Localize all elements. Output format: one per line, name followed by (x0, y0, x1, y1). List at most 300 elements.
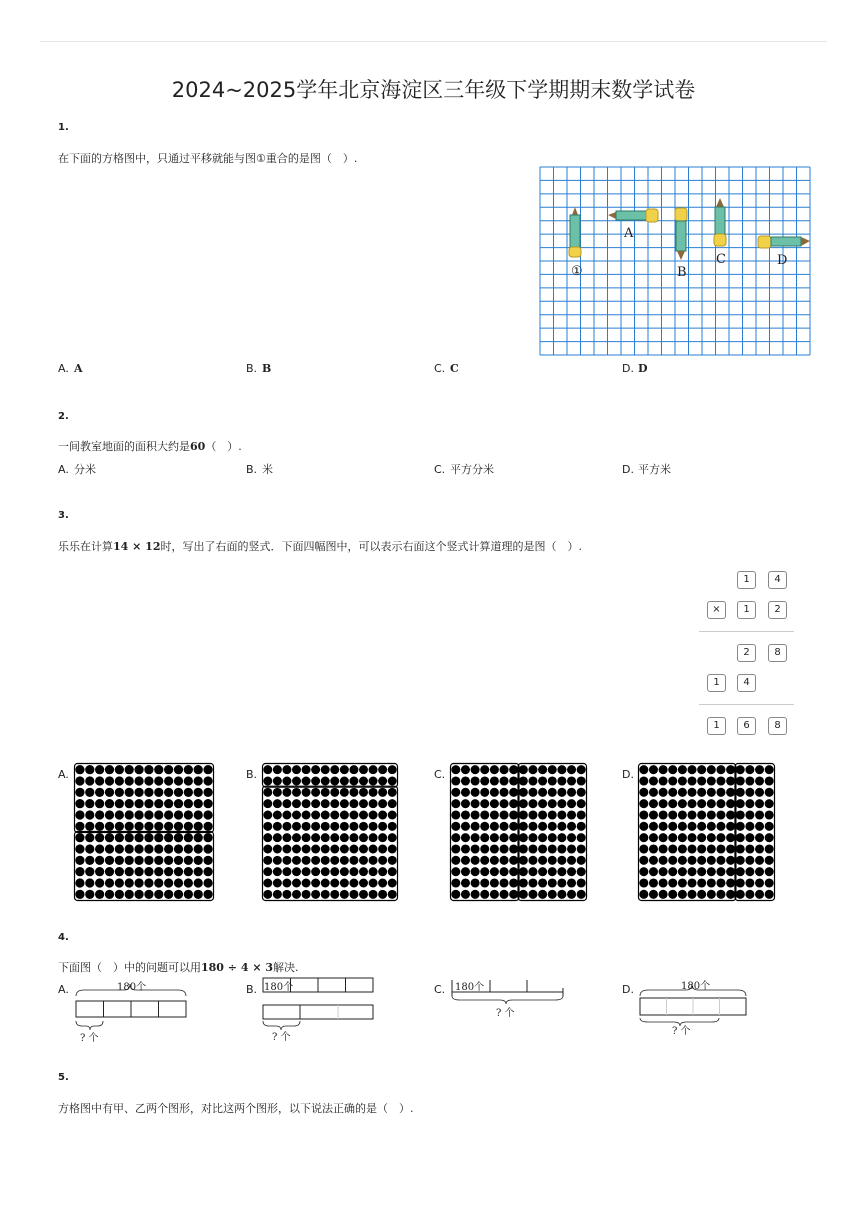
dot (174, 867, 183, 876)
dot (490, 788, 499, 797)
dot (471, 810, 480, 819)
dot (194, 822, 203, 831)
dot (85, 844, 94, 853)
dot (716, 890, 725, 899)
dot (311, 879, 320, 888)
dot (359, 856, 368, 865)
dot (726, 799, 735, 808)
dot (577, 799, 586, 808)
dot (490, 844, 499, 853)
q3-option-a[interactable]: A. (58, 768, 69, 781)
dot (359, 811, 368, 820)
dot (736, 765, 745, 774)
dot (639, 833, 648, 842)
dot (528, 867, 537, 876)
dot (471, 856, 480, 865)
dot (538, 844, 547, 853)
dot (557, 856, 566, 865)
dot (471, 776, 480, 785)
dot (203, 890, 212, 899)
dot (340, 777, 349, 786)
dot (388, 788, 397, 797)
q3-option-c[interactable]: C. (434, 768, 446, 781)
grid-label-d: D (777, 253, 788, 268)
dot (184, 867, 193, 876)
dot (85, 788, 94, 797)
diagram-b-top-label: 180个 (264, 982, 294, 993)
dot (697, 799, 706, 808)
dot (557, 822, 566, 831)
dot (263, 879, 272, 888)
dot (174, 833, 183, 842)
dot (471, 788, 480, 797)
dot (115, 856, 124, 865)
grid-label-a: A (624, 226, 634, 241)
dot (649, 878, 658, 887)
dot (292, 799, 301, 808)
dot (194, 878, 203, 887)
dot (688, 765, 697, 774)
dot (134, 856, 143, 865)
dot (567, 788, 576, 797)
dot (509, 878, 518, 887)
dot (203, 810, 212, 819)
dot (707, 878, 716, 887)
dot (471, 890, 480, 899)
dot (144, 890, 153, 899)
dot (548, 833, 557, 842)
dot (726, 878, 735, 887)
dot (388, 879, 397, 888)
vertical-operator: × (707, 601, 726, 619)
dot (639, 867, 648, 876)
dot (388, 811, 397, 820)
dot (95, 788, 104, 797)
dot (755, 856, 764, 865)
dot (490, 867, 499, 876)
dot (451, 822, 460, 831)
dot (203, 799, 212, 808)
dot (194, 833, 203, 842)
dot (115, 833, 124, 842)
dot (697, 867, 706, 876)
dot (755, 799, 764, 808)
dot (451, 788, 460, 797)
dot (330, 890, 339, 899)
dot (538, 867, 547, 876)
dot (263, 845, 272, 854)
dot (154, 799, 163, 808)
diagram-d-top-label: 180个 (681, 981, 711, 992)
dot (668, 878, 677, 887)
dot (75, 799, 84, 808)
dot (451, 856, 460, 865)
dot (282, 811, 291, 820)
pencil-b-icon (675, 208, 687, 260)
dot (134, 878, 143, 887)
dot (736, 878, 745, 887)
q3-option-d[interactable]: D. (622, 768, 634, 781)
dot (273, 879, 282, 888)
dot (273, 833, 282, 842)
dot (330, 822, 339, 831)
dot (292, 765, 301, 774)
dot (203, 844, 212, 853)
dot (745, 765, 754, 774)
dot (154, 776, 163, 785)
dot (184, 822, 193, 831)
dot (509, 810, 518, 819)
dot (678, 776, 687, 785)
dot (369, 822, 378, 831)
q2-option-b[interactable]: B. 米 (246, 463, 273, 476)
dot (567, 822, 576, 831)
dot (509, 833, 518, 842)
dot (378, 811, 387, 820)
dot (659, 867, 668, 876)
dot (330, 777, 339, 786)
dot (184, 844, 193, 853)
dot (378, 856, 387, 865)
dot (745, 799, 754, 808)
dot (311, 856, 320, 865)
dot (105, 833, 114, 842)
dot (500, 822, 509, 831)
diagram-c-top-label: 180个 (455, 982, 485, 993)
dot (649, 833, 658, 842)
dot (697, 765, 706, 774)
dot (330, 856, 339, 865)
dot (707, 867, 716, 876)
dot (528, 788, 537, 797)
dot (678, 890, 687, 899)
q2-option-d[interactable]: D. 平方米 (622, 463, 671, 476)
dot (490, 822, 499, 831)
dot (95, 822, 104, 831)
dot (500, 799, 509, 808)
dot (105, 765, 114, 774)
dot (557, 776, 566, 785)
dot (282, 833, 291, 842)
vertical-digit: 6 (737, 717, 756, 735)
dot (678, 878, 687, 887)
dot (726, 776, 735, 785)
dot (75, 833, 84, 842)
dot (509, 890, 518, 899)
diagram-a-top-label: 180个 (117, 982, 147, 993)
dot (755, 844, 764, 853)
dot (567, 878, 576, 887)
dot (567, 810, 576, 819)
dot (668, 822, 677, 831)
dot (115, 890, 124, 899)
dot (519, 799, 528, 808)
dot (548, 878, 557, 887)
dot (567, 799, 576, 808)
dot (688, 844, 697, 853)
dot (659, 799, 668, 808)
dot (292, 845, 301, 854)
dot (577, 867, 586, 876)
dot (302, 777, 311, 786)
dot (659, 856, 668, 865)
dot (378, 833, 387, 842)
dot (509, 867, 518, 876)
dot (461, 810, 470, 819)
dot (144, 799, 153, 808)
dot (164, 799, 173, 808)
dot (480, 765, 489, 774)
dot (282, 890, 291, 899)
dot (649, 776, 658, 785)
dot (75, 810, 84, 819)
dot (490, 878, 499, 887)
dot (639, 810, 648, 819)
dot (282, 799, 291, 808)
q1-option-b[interactable]: B. B (246, 362, 272, 375)
dot (668, 810, 677, 819)
dot (765, 856, 774, 865)
dot (340, 765, 349, 774)
dot (678, 765, 687, 774)
dot (707, 856, 716, 865)
dot (302, 856, 311, 865)
dot (134, 788, 143, 797)
dot (302, 879, 311, 888)
dot (678, 867, 687, 876)
dot (164, 776, 173, 785)
dot (311, 811, 320, 820)
dot (765, 776, 774, 785)
dot (765, 867, 774, 876)
vertical-digit: 1 (707, 674, 726, 692)
dot (548, 867, 557, 876)
dot (359, 777, 368, 786)
dot (144, 765, 153, 774)
dot (716, 856, 725, 865)
question-4-text: 下面图（ ）中的问题可以用180 ÷ 4 × 3解决. (58, 961, 299, 974)
dot (480, 788, 489, 797)
dot (716, 776, 725, 785)
q4-option-b[interactable]: B. (246, 983, 258, 996)
dot (144, 776, 153, 785)
grid-label-b: B (677, 265, 687, 280)
dot (184, 856, 193, 865)
dot (755, 776, 764, 785)
dot (263, 833, 272, 842)
dot (378, 879, 387, 888)
dot (567, 856, 576, 865)
dot (461, 765, 470, 774)
dot (154, 822, 163, 831)
dot-array-c (450, 763, 587, 901)
dot (490, 799, 499, 808)
dot (194, 810, 203, 819)
dot (184, 890, 193, 899)
dot (707, 776, 716, 785)
dot (174, 776, 183, 785)
dot (330, 845, 339, 854)
dot (311, 777, 320, 786)
dot (125, 867, 134, 876)
dot (115, 844, 124, 853)
q4-option-c[interactable]: C. (434, 983, 446, 996)
dot (349, 890, 358, 899)
dot (668, 776, 677, 785)
dot (745, 856, 754, 865)
dot (105, 844, 114, 853)
dot (678, 799, 687, 808)
dot (461, 867, 470, 876)
q1-option-a[interactable]: A. A (58, 362, 83, 375)
dot (378, 799, 387, 808)
pencil-grid-figure (540, 167, 810, 355)
dot (321, 867, 330, 876)
dot (144, 878, 153, 887)
dot (164, 810, 173, 819)
dot (538, 856, 547, 865)
dot (125, 833, 134, 842)
dot (471, 867, 480, 876)
grid-label-c: C (716, 252, 726, 267)
dot (105, 867, 114, 876)
dot (369, 788, 378, 797)
vertical-digit: 4 (737, 674, 756, 692)
dot (480, 878, 489, 887)
dot (184, 776, 193, 785)
dot (500, 844, 509, 853)
dot (164, 890, 173, 899)
dot (548, 844, 557, 853)
dot (378, 845, 387, 854)
dot (716, 799, 725, 808)
dot (125, 822, 134, 831)
dot (490, 776, 499, 785)
dot (678, 788, 687, 797)
dot (369, 879, 378, 888)
dot (273, 799, 282, 808)
dot (659, 810, 668, 819)
dot (349, 833, 358, 842)
dot (716, 765, 725, 774)
dot (85, 822, 94, 831)
dot (639, 844, 648, 853)
q1-option-d[interactable]: D. D (622, 362, 648, 375)
dot (292, 777, 301, 786)
dot-group-frame (75, 764, 214, 833)
dot (302, 788, 311, 797)
dot (707, 844, 716, 853)
dot (577, 878, 586, 887)
q2-option-a[interactable]: A. 分米 (58, 463, 96, 476)
dot (154, 856, 163, 865)
dot (557, 890, 566, 899)
dot (509, 788, 518, 797)
dot (649, 890, 658, 899)
dot (668, 844, 677, 853)
dot (85, 867, 94, 876)
dot (369, 890, 378, 899)
q2-option-c[interactable]: C. 平方分米 (434, 463, 494, 476)
dot (755, 810, 764, 819)
dot (480, 867, 489, 876)
dot (194, 856, 203, 865)
dot (203, 765, 212, 774)
dot (726, 833, 735, 842)
q4-option-a[interactable]: A. (58, 983, 69, 996)
dot (125, 890, 134, 899)
diagram-a-bottom-label: ? 个 (80, 1033, 99, 1044)
dot (500, 765, 509, 774)
dot (697, 822, 706, 831)
dot (154, 867, 163, 876)
dot (378, 867, 387, 876)
dot (75, 844, 84, 853)
dot (649, 844, 658, 853)
question-3-number: 3. (58, 510, 69, 521)
dot (528, 844, 537, 853)
dot (726, 788, 735, 797)
dot (174, 810, 183, 819)
dot (688, 833, 697, 842)
dot (273, 765, 282, 774)
dot (716, 822, 725, 831)
dot (577, 844, 586, 853)
q3-option-b[interactable]: B. (246, 768, 258, 781)
dot (557, 844, 566, 853)
dot (144, 867, 153, 876)
dot (95, 833, 104, 842)
vertical-digit: 4 (768, 571, 787, 589)
dot (330, 765, 339, 774)
dot (263, 777, 272, 786)
dot (359, 765, 368, 774)
dot (75, 856, 84, 865)
dot (659, 776, 668, 785)
dot (567, 833, 576, 842)
dot (639, 822, 648, 831)
q4-option-d[interactable]: D. (622, 983, 634, 996)
dot (659, 833, 668, 842)
q1-option-c[interactable]: C. C (434, 362, 459, 375)
dot (282, 777, 291, 786)
dot (95, 765, 104, 774)
dot (557, 810, 566, 819)
dot (567, 867, 576, 876)
dot (144, 810, 153, 819)
dot (519, 844, 528, 853)
dot (755, 822, 764, 831)
dot (302, 765, 311, 774)
dot (688, 890, 697, 899)
dot (349, 867, 358, 876)
dot (282, 879, 291, 888)
dot (311, 788, 320, 797)
dot (736, 810, 745, 819)
dot (302, 833, 311, 842)
dot (263, 765, 272, 774)
dot (349, 811, 358, 820)
dot (144, 833, 153, 842)
dot (330, 788, 339, 797)
dot (164, 844, 173, 853)
dot (577, 810, 586, 819)
dot (716, 833, 725, 842)
dot (480, 890, 489, 899)
dot (174, 844, 183, 853)
dot (359, 890, 368, 899)
dot (649, 856, 658, 865)
